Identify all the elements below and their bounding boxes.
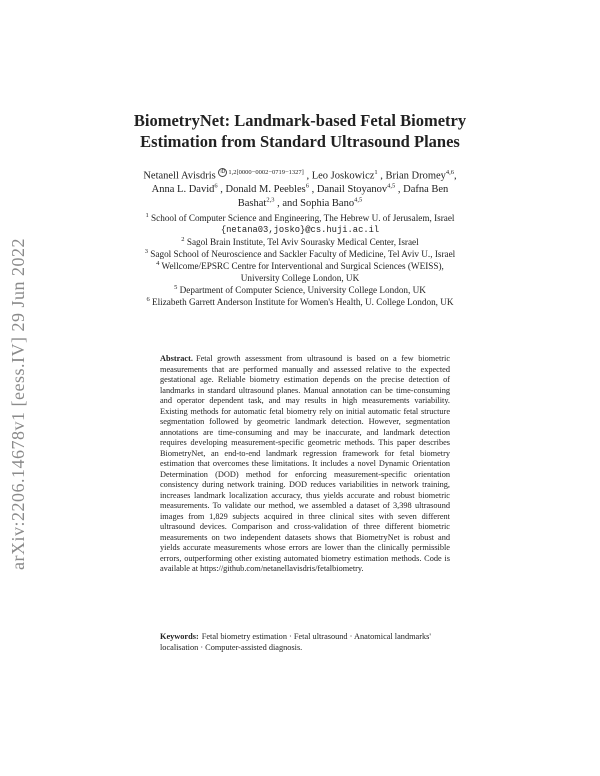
affiliation-line: $^4$ Wellcome/EPSRC Centre for Interventional and Surgical Sciences (WEISS), [156, 259, 444, 271]
author-affil-sup: iD 1,2[0000−0002−0719−1327] [218, 169, 303, 176]
author-name: , Dafna Ben [397, 184, 449, 195]
author-affil-sup: 1 [374, 169, 378, 176]
author-affil-sup: 6 [305, 182, 309, 190]
orcid-icon[interactable]: iD [218, 168, 227, 177]
affiliation-line: $^5$ Department of Computer Science, University College London, UK [174, 283, 426, 295]
author-list: Netanell Avisdris $^{iD 1,2[0000-0002-0719-1327]}$ , Leo Joskowicz$^1$ , Brian Dromey$^{4,6}$, Anna L. David$^6$ , Donald M. Peebles$^6$ , Danail Stoyanov$^{4,5}$ , Dafna Ben Bashat$^{2,3}$ , and Sophia Bano$^{4,5}$ [143, 169, 457, 209]
author-name: , Brian Dromey [380, 170, 446, 182]
abstract-label: Abstract. [160, 354, 193, 363]
author-affil-sup: 2,3 [266, 196, 275, 203]
author-name: , and Sophia Bano [277, 197, 355, 209]
title-line-1: BiometryNet: Landmark-based Fetal Biometry [133, 111, 467, 130]
affiliation-line: $^1$ School of Computer Science and Engineering, The Hebrew U. of Jerusalem, Israel [145, 211, 455, 223]
author-name: Netanell Avisdris [143, 170, 216, 182]
affiliation-line: $^3$ Sagol School of Neuroscience and Sackler Faculty of Medicine, Tel Aviv U., Israel [144, 247, 456, 259]
affiliations [110, 212, 490, 308]
author-affil-sup: 4,5 [354, 196, 363, 203]
author-name: , Donald M. Peebles [220, 184, 306, 195]
title-line-2: Estimation from Standard Ultrasound Planes [140, 132, 460, 151]
author-affil-sup: 4,5 [387, 182, 396, 190]
keywords-label: Keywords: [160, 632, 199, 641]
affiliation-line: $^6$ Elizabeth Garrett Anderson Institute for Women's Health, U. College London, UK [146, 295, 454, 307]
keywords-text: Fetal biometry estimation · Fetal ultrasound · Anatomical landmarks' localisation · Computer-assisted diagnosis. [160, 632, 431, 652]
author-name: , Leo Joskowicz [306, 170, 375, 182]
affiliation-line: University College London, UK [240, 273, 360, 283]
arxiv-identifier-stamp: arXiv:2206.14678v1 [eess.IV] 29 Jun 2022 [8, 238, 28, 570]
paper-title [100, 110, 500, 152]
author-name: , Danail Stoyanov [311, 184, 388, 195]
author-name: Bashat [237, 197, 267, 209]
affiliation-line: $^2$ Sagol Brain Institute, Tel Aviv Sourasky Medical Center, Israel [181, 235, 419, 247]
author-affil-sup: 4,6 [445, 169, 455, 176]
abstract-text: Fetal growth assessment from ultrasound is based on a few biometric measurements that are performed manually and assessed relative to the expected gestational age. Reliable biometry estimation depends on the precise detection of landmarks in standard ultrasound planes. Manual annotation can be time-consuming and operator dependent task, and may results in high measurements variability. Existing methods for automatic fetal biometry rely on initial automatic fetal structure segmentation followed by geometric landmark detection. However, segmentation annotations are time-consuming and may be inaccurate, and landmark detection requires developing measurement-specific geometric methods. This paper describes BiometryNet, an end-to-end landmark regression framework for fetal biometry estimation that overcomes these limitations. It includes a novel Dynamic Orientation Determination (DOD) method for enforcing measurement-specific orientation consistency during network training. DOD reduces variabilities in network training, increases landmark localization accuracy, thus yields accurate and robust biometric measurements. To validate our method, we assembled a dataset of 3,398 ultrasound images from 1,829 subjects acquired in three clinical sites with seven different ultrasound devices. Comparison and cross-validation of three different biometric measurements on two independent datasets shows that BiometryNet is robust and yields accurate measurements whose errors are lower than the clinically permissible errors, outperforming other existing automated biometry estimation methods. Code is available at https://github.com/netanellavisdris/fetalbiometry. [160, 354, 450, 573]
keywords-block [160, 632, 450, 653]
author-affil-sup: 6 [214, 182, 218, 190]
affiliation-email[interactable]: {netana03,josko}@cs.huji.ac.il [220, 225, 380, 235]
abstract-block [160, 354, 450, 575]
author-name: Anna L. David [151, 184, 215, 195]
